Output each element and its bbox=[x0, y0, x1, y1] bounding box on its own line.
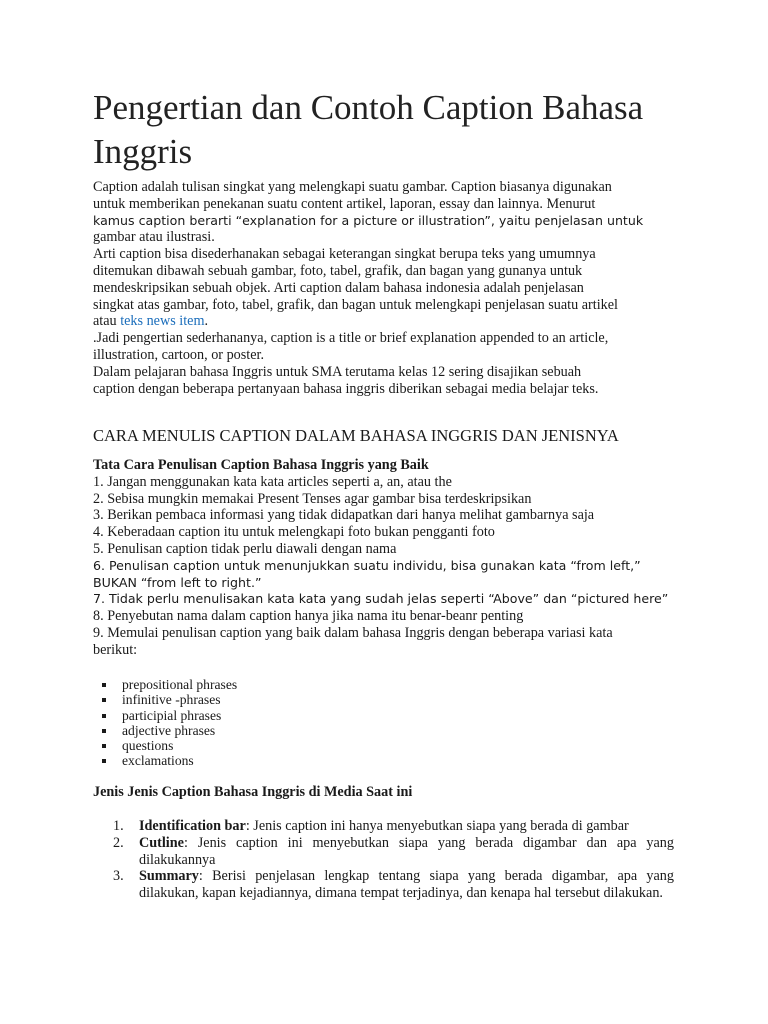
list-item bbox=[93, 738, 237, 753]
intro-line: Arti caption bisa disederhanakan sebagai keterangan singkat berupa teks yang umumnya bbox=[93, 246, 596, 263]
list-item bbox=[93, 692, 237, 707]
tata-step: 3. Berikan pembaca informasi yang tidak didapatkan dari hanya melihat gambarnya saja bbox=[93, 507, 595, 524]
list-item bbox=[93, 753, 237, 768]
intro-line: caption dengan beberapa pertanyaan bahasa inggris diberikan sebagai media belajar teks. bbox=[93, 380, 599, 397]
item-number: 3. bbox=[113, 868, 124, 885]
tata-step: 4. Keberadaan caption itu untuk melengkapi foto bukan pengganti foto bbox=[93, 524, 495, 541]
list-item-label: prepositional phrases bbox=[122, 677, 238, 692]
tata-step: 2. Sebisa mungkin memakai Present Tenses agar gambar bisa terdeskripsikan bbox=[93, 490, 532, 507]
intro-line bbox=[93, 313, 683, 330]
tata-cara-heading: Tata Cara Penulisan Caption Bahasa Inggris yang Baik bbox=[93, 457, 429, 473]
intro-line: singkat atas gambar, foto, tabel, grafik, dan bagan untuk melengkapi penjelasan suatu artikel bbox=[93, 296, 618, 313]
tata-step: 8. Penyebutan nama dalam caption hanya jika nama itu benar-beanr penting bbox=[93, 608, 524, 625]
list-item bbox=[93, 677, 237, 692]
item-text: : Berisi penjelasan lengkap tentang siapa yang berada digambar, apa yang dilakukan, kapan kejadiannya, dimana tempat terjadinya, dan kenapa hal tersebut dilakukan. bbox=[139, 868, 674, 902]
tata-step: 6. Penulisan caption untuk menunjukkan suatu individu, bisa gunakan kata “from left,” bbox=[93, 557, 641, 573]
tata-step: 5. Penulisan caption tidak perlu diawali dengan nama bbox=[93, 540, 397, 557]
list-item bbox=[93, 868, 674, 902]
intro-line: ditemukan dibawah sebuah gambar, foto, tabel, grafik, dan bagan yang gunanya untuk bbox=[93, 262, 583, 279]
jenis-heading: Jenis Jenis Caption Bahasa Inggris di Media Saat ini bbox=[93, 784, 413, 800]
item-number: 2. bbox=[113, 834, 124, 851]
tata-step: berikut: bbox=[93, 641, 138, 658]
bullet-icon bbox=[102, 744, 106, 748]
section-heading: CARA MENULIS CAPTION DALAM BAHASA INGGRIS DAN JENISNYA bbox=[93, 426, 619, 445]
list-item-label: questions bbox=[122, 738, 174, 754]
jenis-list bbox=[93, 818, 674, 902]
list-item-label: infinitive -phrases bbox=[122, 692, 221, 708]
tata-step: 1. Jangan menggunakan kata kata articles seperti a, an, atau the bbox=[93, 473, 452, 490]
list-item bbox=[93, 723, 237, 738]
page-title: Pengertian dan Contoh Caption Bahasa Inggris bbox=[93, 88, 644, 171]
intro-line: Dalam pelajaran bahasa Inggris untuk SMA terutama kelas 12 sering disajikan sebuah bbox=[93, 363, 582, 380]
bullet-icon bbox=[102, 698, 106, 702]
tata-step: BUKAN “from left to right.” bbox=[93, 574, 262, 590]
intro-line: untuk memberikan penekanan suatu content artikel, laporan, essay dan lainnya. Menurut bbox=[93, 195, 596, 212]
tata-step: 7. Tidak perlu menulisakan kata kata yang sudah jelas seperti “Above” dan “pictured here” bbox=[93, 591, 669, 607]
list-item-label: exclamations bbox=[122, 753, 194, 769]
phrases-list bbox=[93, 677, 237, 769]
bullet-icon bbox=[102, 714, 106, 718]
item-text: : Jenis caption ini hanya menyebutkan siapa yang berada di gambar bbox=[245, 818, 629, 834]
bullet-icon bbox=[102, 683, 106, 687]
item-term: Summary bbox=[139, 868, 199, 885]
intro-line: kamus caption berarti “explanation for a picture or illustration”, yaitu penjelasan untuk bbox=[93, 212, 644, 228]
intro-line: gambar atau ilustrasi. bbox=[93, 229, 215, 246]
list-item bbox=[93, 818, 674, 835]
bullet-icon bbox=[102, 729, 106, 733]
intro-line: mendeskripsikan sebuah objek. Arti caption dalam bahasa indonesia adalah penjelasan bbox=[93, 279, 584, 296]
item-number: 1. bbox=[113, 818, 124, 834]
intro-line: illustration, cartoon, or poster. bbox=[93, 346, 265, 363]
tata-step: 9. Memulai penulisan caption yang baik dalam bahasa Inggris dengan beberapa variasi kata bbox=[93, 624, 613, 641]
list-item-label: adjective phrases bbox=[122, 722, 216, 738]
item-term: Identification bar bbox=[139, 818, 246, 834]
teks-news-item-link[interactable]: teks news item bbox=[120, 313, 205, 330]
intro-paragraph bbox=[93, 179, 683, 397]
list-item bbox=[93, 708, 237, 723]
tata-cara-list bbox=[93, 457, 683, 659]
intro-text: . bbox=[204, 313, 209, 330]
intro-line: .Jadi pengertian sederhananya, caption is a title or brief explanation appended to an article, bbox=[93, 330, 609, 347]
intro-line: Caption adalah tulisan singkat yang melengkapi suatu gambar. Caption biasanya digunakan bbox=[93, 179, 612, 195]
bullet-icon bbox=[102, 759, 106, 763]
item-term: Cutline bbox=[139, 834, 184, 851]
intro-text: atau bbox=[93, 313, 121, 330]
list-item-label: participial phrases bbox=[122, 707, 222, 723]
item-text: : Jenis caption ini menyebutkan siapa yang berada digambar dan apa yang dilakukannya bbox=[139, 834, 674, 868]
list-item bbox=[93, 835, 674, 869]
